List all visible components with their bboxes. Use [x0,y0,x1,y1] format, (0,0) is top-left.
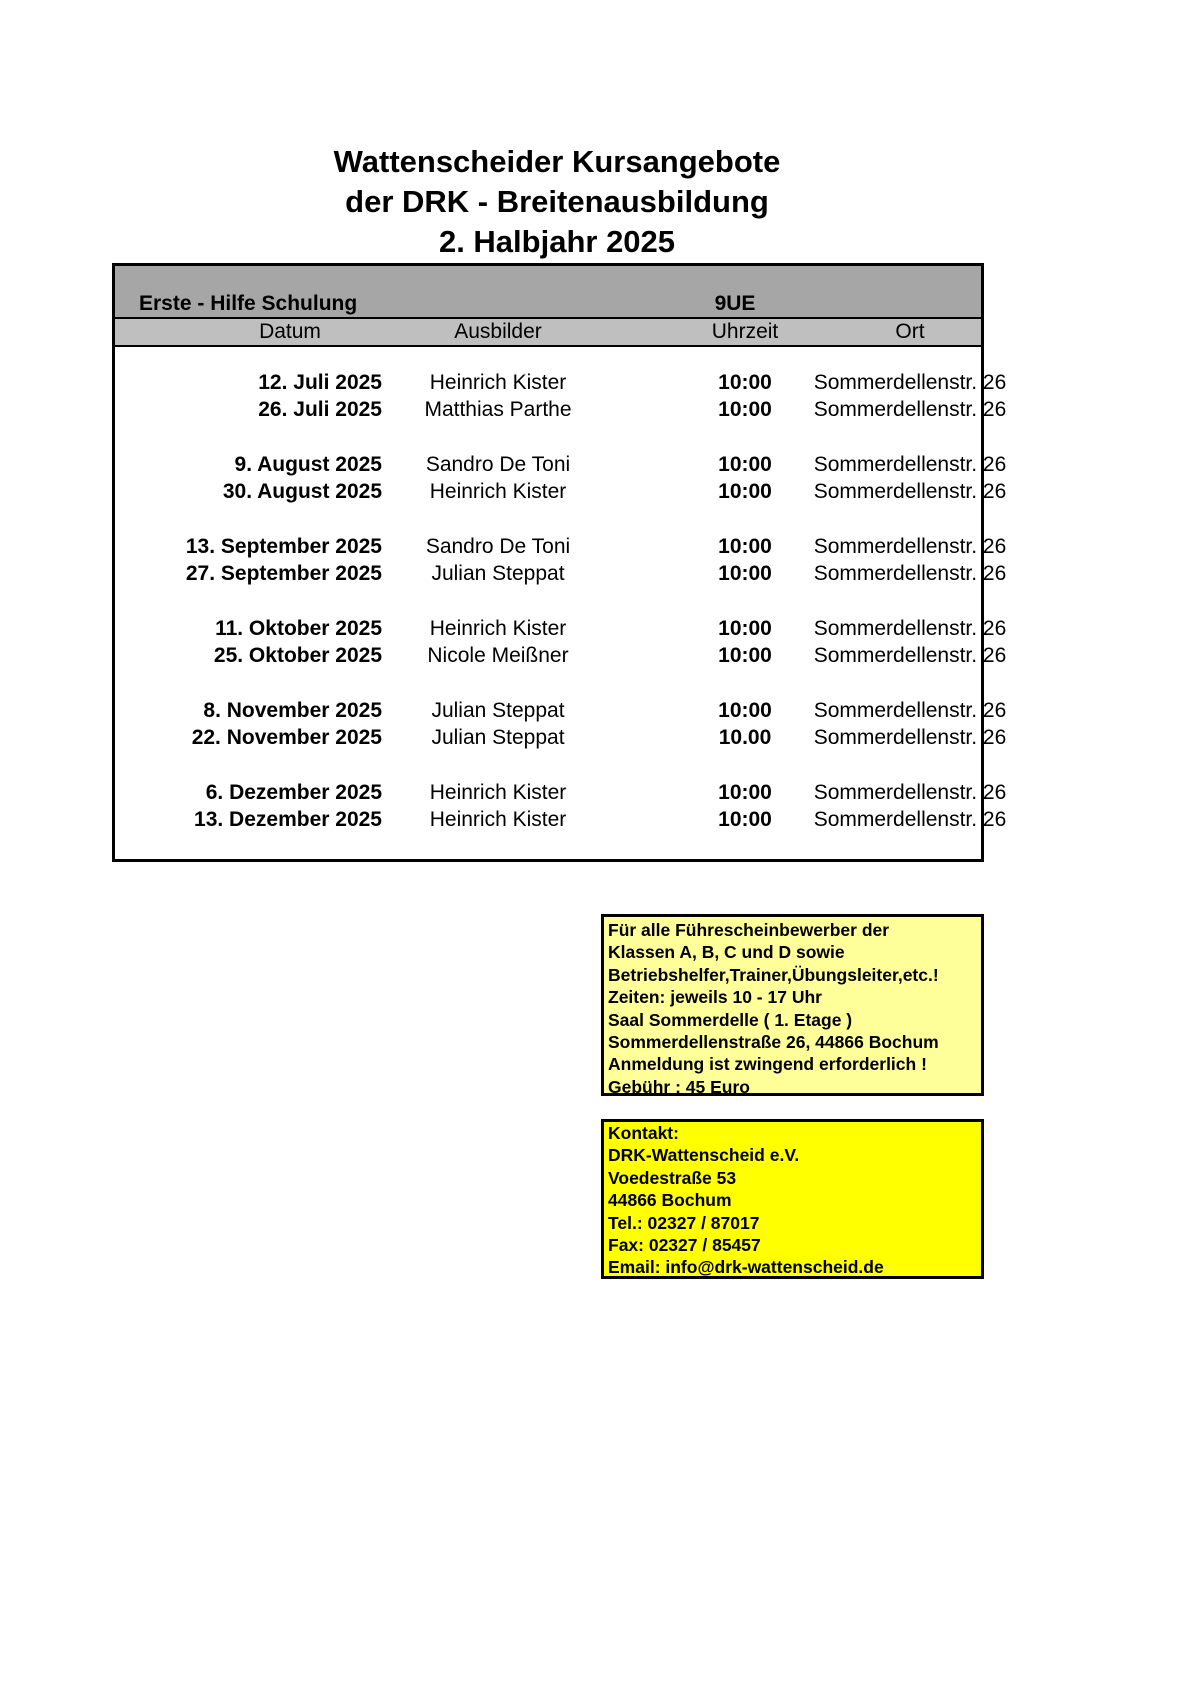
title-line-1: Wattenscheider Kursangebote [333,144,781,179]
row-datum: 22. November 2025 [191,726,382,749]
row-datum: 12. Juli 2025 [258,371,382,394]
table-row [115,451,1007,478]
course-schedule-table [112,263,1007,862]
contact-street: Voedestraße 53 [608,1167,737,1188]
contact-city: 44866 Bochum [608,1190,732,1211]
row-uhrzeit: 10:00 [718,562,772,585]
info-line: Saal Sommerdelle ( 1. Etage ) [608,1009,853,1030]
table-row [115,615,1007,642]
row-uhrzeit: 10:00 [718,480,772,503]
row-uhrzeit: 10:00 [718,699,772,722]
row-uhrzeit: 10:00 [718,453,772,476]
table-row [115,779,1007,806]
table-row [115,724,1007,751]
contact-fax: Fax: 02327 / 85457 [608,1235,761,1256]
table-row [115,642,1007,669]
row-datum: 30. August 2025 [222,480,382,503]
row-ausbilder: Sandro De Toni [425,453,571,476]
row-datum: 25. Oktober 2025 [213,644,382,667]
row-datum: 27. September 2025 [185,562,382,585]
info-line: Gebühr : 45 Euro [608,1076,750,1097]
row-ort: Sommerdellenstr. 26 [813,644,1007,667]
row-ort: Sommerdellenstr. 26 [813,808,1007,831]
course-name: Erste - Hilfe Schulung [139,292,358,315]
table-row [115,533,1007,560]
info-line: Sommerdellenstraße 26, 44866 Bochum [608,1032,939,1053]
row-datum: 26. Juli 2025 [258,398,382,421]
contact-organization: DRK-Wattenscheid e.V. [608,1145,800,1166]
row-ort: Sommerdellenstr. 26 [813,480,1007,503]
row-datum: 11. Oktober 2025 [215,617,382,640]
row-uhrzeit: 10:00 [718,398,772,421]
row-uhrzeit: 10.00 [718,726,772,749]
column-header-ausbilder: Ausbilder [454,320,542,343]
row-ausbilder: Heinrich Kister [429,781,567,804]
row-datum: 9. August 2025 [234,453,382,476]
row-ausbilder: Heinrich Kister [429,371,567,394]
row-ausbilder: Julian Steppat [431,562,565,585]
row-ausbilder: Julian Steppat [431,699,565,722]
row-uhrzeit: 10:00 [718,535,772,558]
row-uhrzeit: 10:00 [718,371,772,394]
row-ausbilder: Matthias Parthe [424,398,572,421]
row-ausbilder: Heinrich Kister [429,617,567,640]
row-ort: Sommerdellenstr. 26 [813,562,1007,585]
contact-box [601,1119,984,1279]
info-line: Anmeldung ist zwingend erforderlich ! [608,1054,927,1075]
row-ausbilder: Nicole Meißner [427,644,569,667]
contact-phone: Tel.: 02327 / 87017 [608,1212,760,1233]
row-datum: 8. November 2025 [203,699,382,722]
column-header-datum: Datum [259,320,321,343]
row-ort: Sommerdellenstr. 26 [813,398,1007,421]
row-datum: 13. Dezember 2025 [194,808,382,831]
row-ort: Sommerdellenstr. 26 [813,535,1007,558]
info-line: Zeiten: jeweils 10 - 17 Uhr [608,987,822,1008]
row-ort: Sommerdellenstr. 26 [813,699,1007,722]
info-line: Klassen A, B, C und D sowie [608,942,845,963]
row-uhrzeit: 10:00 [718,644,772,667]
row-uhrzeit: 10:00 [718,617,772,640]
info-line: Betriebshelfer,Trainer,Übungsleiter,etc.! [608,964,939,985]
title-line-3: 2. Halbjahr 2025 [438,224,676,259]
row-datum: 13. September 2025 [185,535,382,558]
table-row [115,560,1007,587]
row-datum: 6. Dezember 2025 [205,781,382,804]
course-info-box [601,914,984,1096]
table-row [115,396,1007,423]
row-uhrzeit: 10:00 [718,808,772,831]
column-header-uhrzeit: Uhrzeit [711,320,779,343]
info-line: Für alle Führescheinbewerber der [608,920,890,940]
column-header-row [115,319,981,347]
page-title [212,142,902,262]
row-ort: Sommerdellenstr. 26 [813,726,1007,749]
course-units: 9UE [714,292,756,315]
row-ausbilder: Julian Steppat [431,726,565,749]
contact-heading: Kontakt: [608,1123,679,1143]
table-row [115,369,1007,396]
table-row [115,478,1007,505]
title-line-2: der DRK - Breitenausbildung [345,184,769,219]
row-ausbilder: Sandro De Toni [425,535,571,558]
row-ort: Sommerdellenstr. 26 [813,371,1007,394]
table-row [115,806,1007,833]
row-ausbilder: Heinrich Kister [429,808,567,831]
course-header [115,266,981,319]
table-row [115,697,1007,724]
row-ort: Sommerdellenstr. 26 [813,453,1007,476]
row-ausbilder: Heinrich Kister [429,480,567,503]
row-ort: Sommerdellenstr. 26 [813,617,1007,640]
row-uhrzeit: 10:00 [718,781,772,804]
row-ort: Sommerdellenstr. 26 [813,781,1007,804]
column-header-ort: Ort [895,320,925,343]
contact-email: Email: info@drk-wattenscheid.de [608,1257,884,1278]
